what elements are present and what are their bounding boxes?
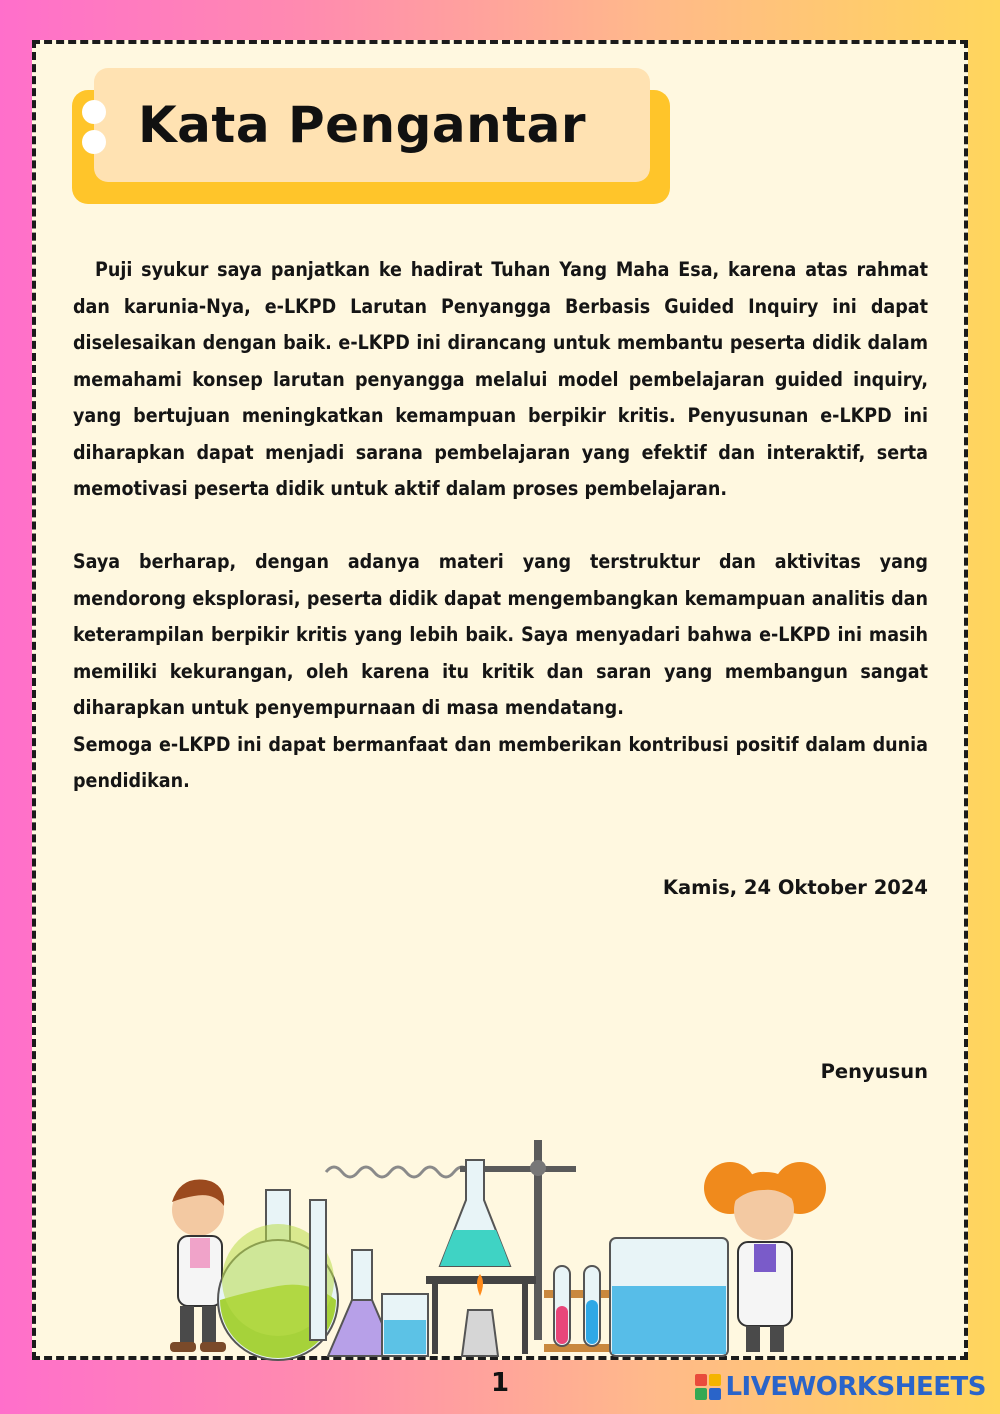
- paragraph-hope: Saya berharap, dengan adanya materi yang terstruktur dan aktivitas yang mendorong eksplorasi, peserta didik dapat mengembangkan kemampuan analitis dan keterampilan berpikir kritis yang lebih baik. Saya menyadari bahwa e-LKPD ini masih memiliki kekurangan, oleh karena itu kritik dan saran yang membangun sangat diharapkan untuk penyempurnaan di masa mendatang.: [73, 550, 928, 719]
- lab-illustration: [150, 1130, 850, 1362]
- title-banner: [94, 68, 650, 182]
- page-title: Kata Pengantar: [137, 96, 587, 154]
- date-line: Kamis, 24 Oktober 2024: [662, 876, 928, 899]
- paragraph-intro: Puji syukur saya panjatkan ke hadirat Tuhan Yang Maha Esa, karena atas rahmat dan karunia-Nya, e-LKPD Larutan Penyangga Berbasis Guided Inquiry ini dapat diselesaikan dengan baik. e-LKPD ini dirancang untuk membantu peserta didik dalam memahami konsep larutan penyangga melalui model pembelajaran guided inquiry, yang bertujuan meningkatkan kemampuan berpikir kritis. Penyusunan e-LKPD ini diharapkan dapat menjadi sarana pembelajaran yang efektif dan interaktif, serta memotivasi peserta didik untuk aktif dalam proses pembelajaran.: [73, 258, 928, 500]
- boy-scientist-icon: [170, 1179, 226, 1352]
- liveworksheets-logo-icon: [695, 1374, 721, 1400]
- paragraph-closing: Semoga e-LKPD ini dapat bermanfaat dan memberikan kontribusi positif dalam dunia pendidikan.: [73, 732, 928, 792]
- banner-dot-icon: [82, 130, 106, 154]
- brand-text: LIVEWORKSHEETS: [725, 1372, 986, 1402]
- author-signature: Penyusun: [820, 1060, 928, 1083]
- body-text: [73, 252, 928, 800]
- liveworksheets-brand[interactable]: [695, 1372, 986, 1402]
- blue-beaker-icon: [382, 1294, 428, 1356]
- large-beaker-icon: [610, 1238, 728, 1356]
- page-number: 1: [490, 1368, 510, 1398]
- banner-dot-icon: [82, 100, 106, 124]
